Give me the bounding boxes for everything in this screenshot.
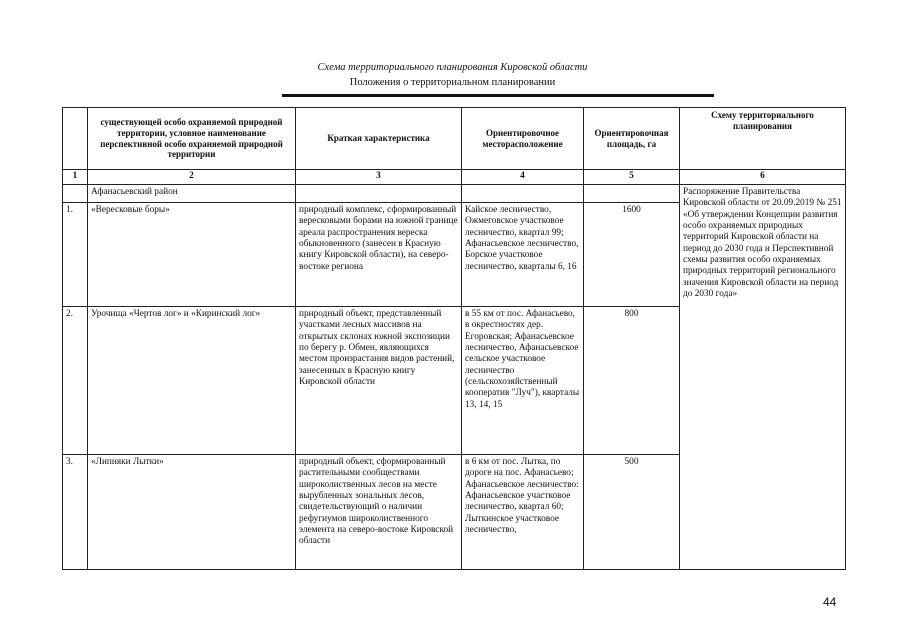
territory-area: 500 <box>584 455 680 570</box>
header-cell-location: Ориентировочное месторасположение <box>462 108 584 170</box>
column-number: 1 <box>63 170 88 185</box>
document-subtitle: Положения о территориальном планировании <box>349 77 556 88</box>
territory-name: «Вересковые боры» <box>88 203 296 307</box>
column-number-row <box>63 170 846 185</box>
territory-table <box>62 107 846 570</box>
territory-area: 1600 <box>584 203 680 307</box>
district-row <box>63 185 846 203</box>
header-cell-index <box>63 108 88 170</box>
district-empty-cell <box>296 185 462 203</box>
plan-note: Распоряжение Правительства Кировской области от 20.09.2019 № 251 «Об утверждении Концепции развития особо охраняемых природных территорий Кировской области на период до 2030 года и Перспективной схемы развития особо охраняемых природных территорий регионального значения Кировской области на период до 2030 года» <box>680 185 846 570</box>
column-number: 4 <box>462 170 584 185</box>
territory-name: Урочища «Чертов лог» и «Киринский лог» <box>88 307 296 455</box>
header-cell-description: Краткая характеристика <box>296 108 462 170</box>
territory-location: в 6 км от пос. Лытка, по дороге на пос. Афанасьево; Афанасьевское лесничество: Афанасьевское участковое лесничество, квартал 60; Лыткинское участковое лесничество, <box>462 455 584 570</box>
header-cell-plan: Схему территориального планирования <box>680 108 846 170</box>
territory-location: в 55 км от пос. Афанасьево, в окрестностях дер. Егоровская; Афанасьевское лесничество, Афанасьевское сельское участковое лесничество (сельскохозяйственный кооператив "Луч"), кварталы 13, 14, 15 <box>462 307 584 455</box>
header-cell-name: существующей особо охраняемой природной территории, условное наименование перспективной особо охраняемой природной территории <box>88 108 296 170</box>
district-empty-cell <box>584 185 680 203</box>
district-name: Афанасьевский район <box>88 185 296 203</box>
header-divider <box>282 94 714 97</box>
territory-description: природный комплекс, сформированный вересковыми борами на южной границе ареала распространения вереска обыкновенного (занесен в Красную книгу Кировской области), на северо-востоке региона <box>296 203 462 307</box>
column-number: 6 <box>680 170 846 185</box>
column-number: 5 <box>584 170 680 185</box>
header-cell-area: Ориентировочная площадь, га <box>584 108 680 170</box>
document-title: Схема территориального планирования Кировской области <box>317 62 588 73</box>
column-number: 2 <box>88 170 296 185</box>
territory-description: природный объект, сформированный растительными сообществами широколиственных лесов на месте вырубленных зональных лесов, свидетельствующий о наличии рефугиумов широколиственного элемента на северо-востоке Кировской области <box>296 455 462 570</box>
territory-location: Кайское лесничество, Ожмеговское участковое лесничество, квартал 99; Афанасьевское лесничество, Борское участковое лесничество, кварталы 6, 16 <box>462 203 584 307</box>
territory-area: 800 <box>584 307 680 455</box>
table-header-row <box>63 108 846 170</box>
row-number: 3. <box>63 455 88 570</box>
row-number: 2. <box>63 307 88 455</box>
column-number: 3 <box>296 170 462 185</box>
district-index-cell <box>63 185 88 203</box>
page-number: 44 <box>823 595 837 609</box>
territory-name: «Липняки Лытки» <box>88 455 296 570</box>
territory-description: природный объект, представленный участками лесных массивов на открытых склонах южной экспозиции по берегу р. Обмен, являющихся местом произрастания видов растений, занесенных в Красную книгу Кировской области <box>296 307 462 455</box>
district-empty-cell <box>462 185 584 203</box>
row-number: 1. <box>63 203 88 307</box>
